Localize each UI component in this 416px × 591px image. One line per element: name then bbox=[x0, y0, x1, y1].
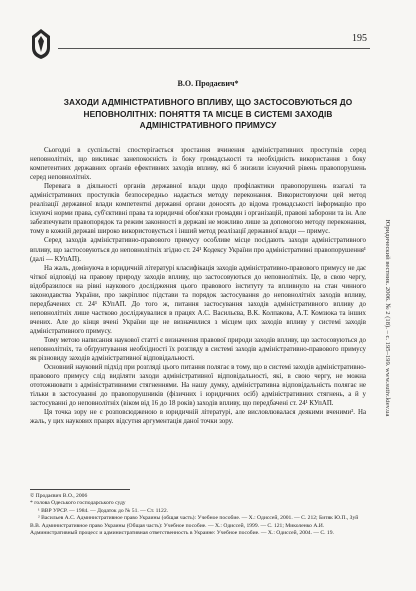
journal-side-caption: Юридический вестник. 2006. № 2 (18). – с. 195–199. www.sutiv.kiev.ua bbox=[384, 219, 391, 417]
publisher-emblem-icon bbox=[30, 28, 52, 60]
footnote-1: ¹ ВВР УРСР. — 1984. — Додаток до № 51. — Ст. 1122. bbox=[38, 507, 169, 514]
body-paragraph: Сьогодні в суспільстві спостерігається зростання вчинення адміністративних проступків серед неповнолітніх, що викликає занепокоєність із боку громадськості та необхідність використання з боку компетентних державних органів ефективних заходів впливу, які б знизили існуючий рівень правопорушень серед неповнолітніх. bbox=[30, 147, 366, 182]
body-paragraph: Серед заходів адміністративно-правового примусу особливе місце посідають заходи адміністративного впливу, що застосовуються до неповнолітніх згідно ст. 24¹ Кодексу України про адміністративні правопорушення¹ (далі — КУпАП). bbox=[30, 237, 366, 263]
page-number: 195 bbox=[352, 33, 367, 44]
body-paragraph: Тому метою написання наукової статті є визначення правової природи заходів впливу, що застосовуються до неповнолітніх, та обґрунтування необхідності їх розгляду в системі заходів адміністративно-правового примусу як різновиду заходів адміністративної відповідальності. bbox=[30, 336, 366, 363]
article-author: В.О. Продаєвич* bbox=[177, 79, 239, 88]
body-paragraph: Ця точка зору не є розповсюдженою в юридичній літературі, але висловлювалася деякими вченими². На жаль, у цих наукових працях відсутня аргументація даної точки зору. bbox=[30, 409, 366, 426]
article-body bbox=[30, 146, 366, 426]
footnote-rule bbox=[30, 489, 130, 490]
footnotes bbox=[30, 493, 366, 537]
footnote-2: ² Васильев А.С. Административное право Украины (общая часть): Учебное пособие. — Х.: Одиссей, 2001. — С. 212; Битяк Ю.П., Зуй В.В. Административное право Украины (Общая часть): Учебное пособие. — Х.: Одиссей, 1999. — С. 121; Миколенко А.И. Административный процесс и административная ответственность в Украине: Учебное пособие. — Х.: Одиссей, 2004. — С. 19. bbox=[30, 515, 359, 537]
author-note: * голова Одеського господарського суду bbox=[30, 500, 126, 507]
article-title: ЗАХОДИ АДМІНІСТРАТИВНОГО ВПЛИВУ, ЩО ЗАСТОСОВУЮТЬСЯ ДО НЕПОВНОЛІТНІХ: ПОНЯТТЯ ТА МІСЦЕ В СИСТЕМІ ЗАХОДІВ АДМІНІСТРАТИВНОГО ПРИМУСУ bbox=[63, 97, 353, 130]
header-rule bbox=[58, 48, 370, 49]
body-paragraph: Перевага в діяльності органів державної влади щодо профілактики правопорушень взагалі та адміністративних проступків безпосередньо надається методу переконання. Використовуючи цей метод реалізації державної влади компетентні державні органи доносять до відома громадськості інформацію про існуючі норми права, суб'єктивні права та юридичні обов'язки громадян і організацій, правові заборони та ін. Але забезпечувати правопорядок та режим законності в державі не можливо лише за допомогою методу переконання, тому в кожній державі широко використовується і інший метод реалізації державної влади — примус. bbox=[30, 183, 366, 236]
body-paragraph: Основний науковий підхід при розгляді цього питання полягає в тому, що в системі заходів адміністративно-правового примусу слід виділяти заходи адміністративної відповідальності, які, в свою чергу, не можна ототожнювати з адміністративними стягненнями. На нашу думку, адміністративна відповідальність полягає не тільки в застосуванні до правопорушників (фізичних і юридичних осіб) адміністративних стягнень, а й у застосуванні до неповнолітніх (віком від 16 до 18 років) заходів впливу, що передбачені ст. 24¹ КУпАП. bbox=[30, 364, 366, 408]
copyright-note: © Продаєвич В.О., 2006 bbox=[30, 493, 88, 499]
body-paragraph: На жаль, домінуюча в юридичній літературі класифікація заходів адміністративно-правового примусу не дає чіткої відповіді на правову природу заходів впливу, що застосовуються до неповнолітніх. Це, в свою чергу, відобразилося на рівні наукового дослідження цього правового інституту та впливнуло на стан чинного законодавства України, про закріплює підстави та порядок застосування до неповнолітніх заходів впливу, передбачених ст. 24¹ КУпАП. До того ж, питання застосування заходів адміністративного впливу до неповнолітніх лише частково досліджувалися в працях А.С. Васильєва, В.К. Колпакова, А.Т. Комзюка та інших вчених. Але до кінця вчені України ще не визначилися з місцем цих заходів впливу у системі заходів адміністративного примусу. bbox=[30, 264, 366, 335]
